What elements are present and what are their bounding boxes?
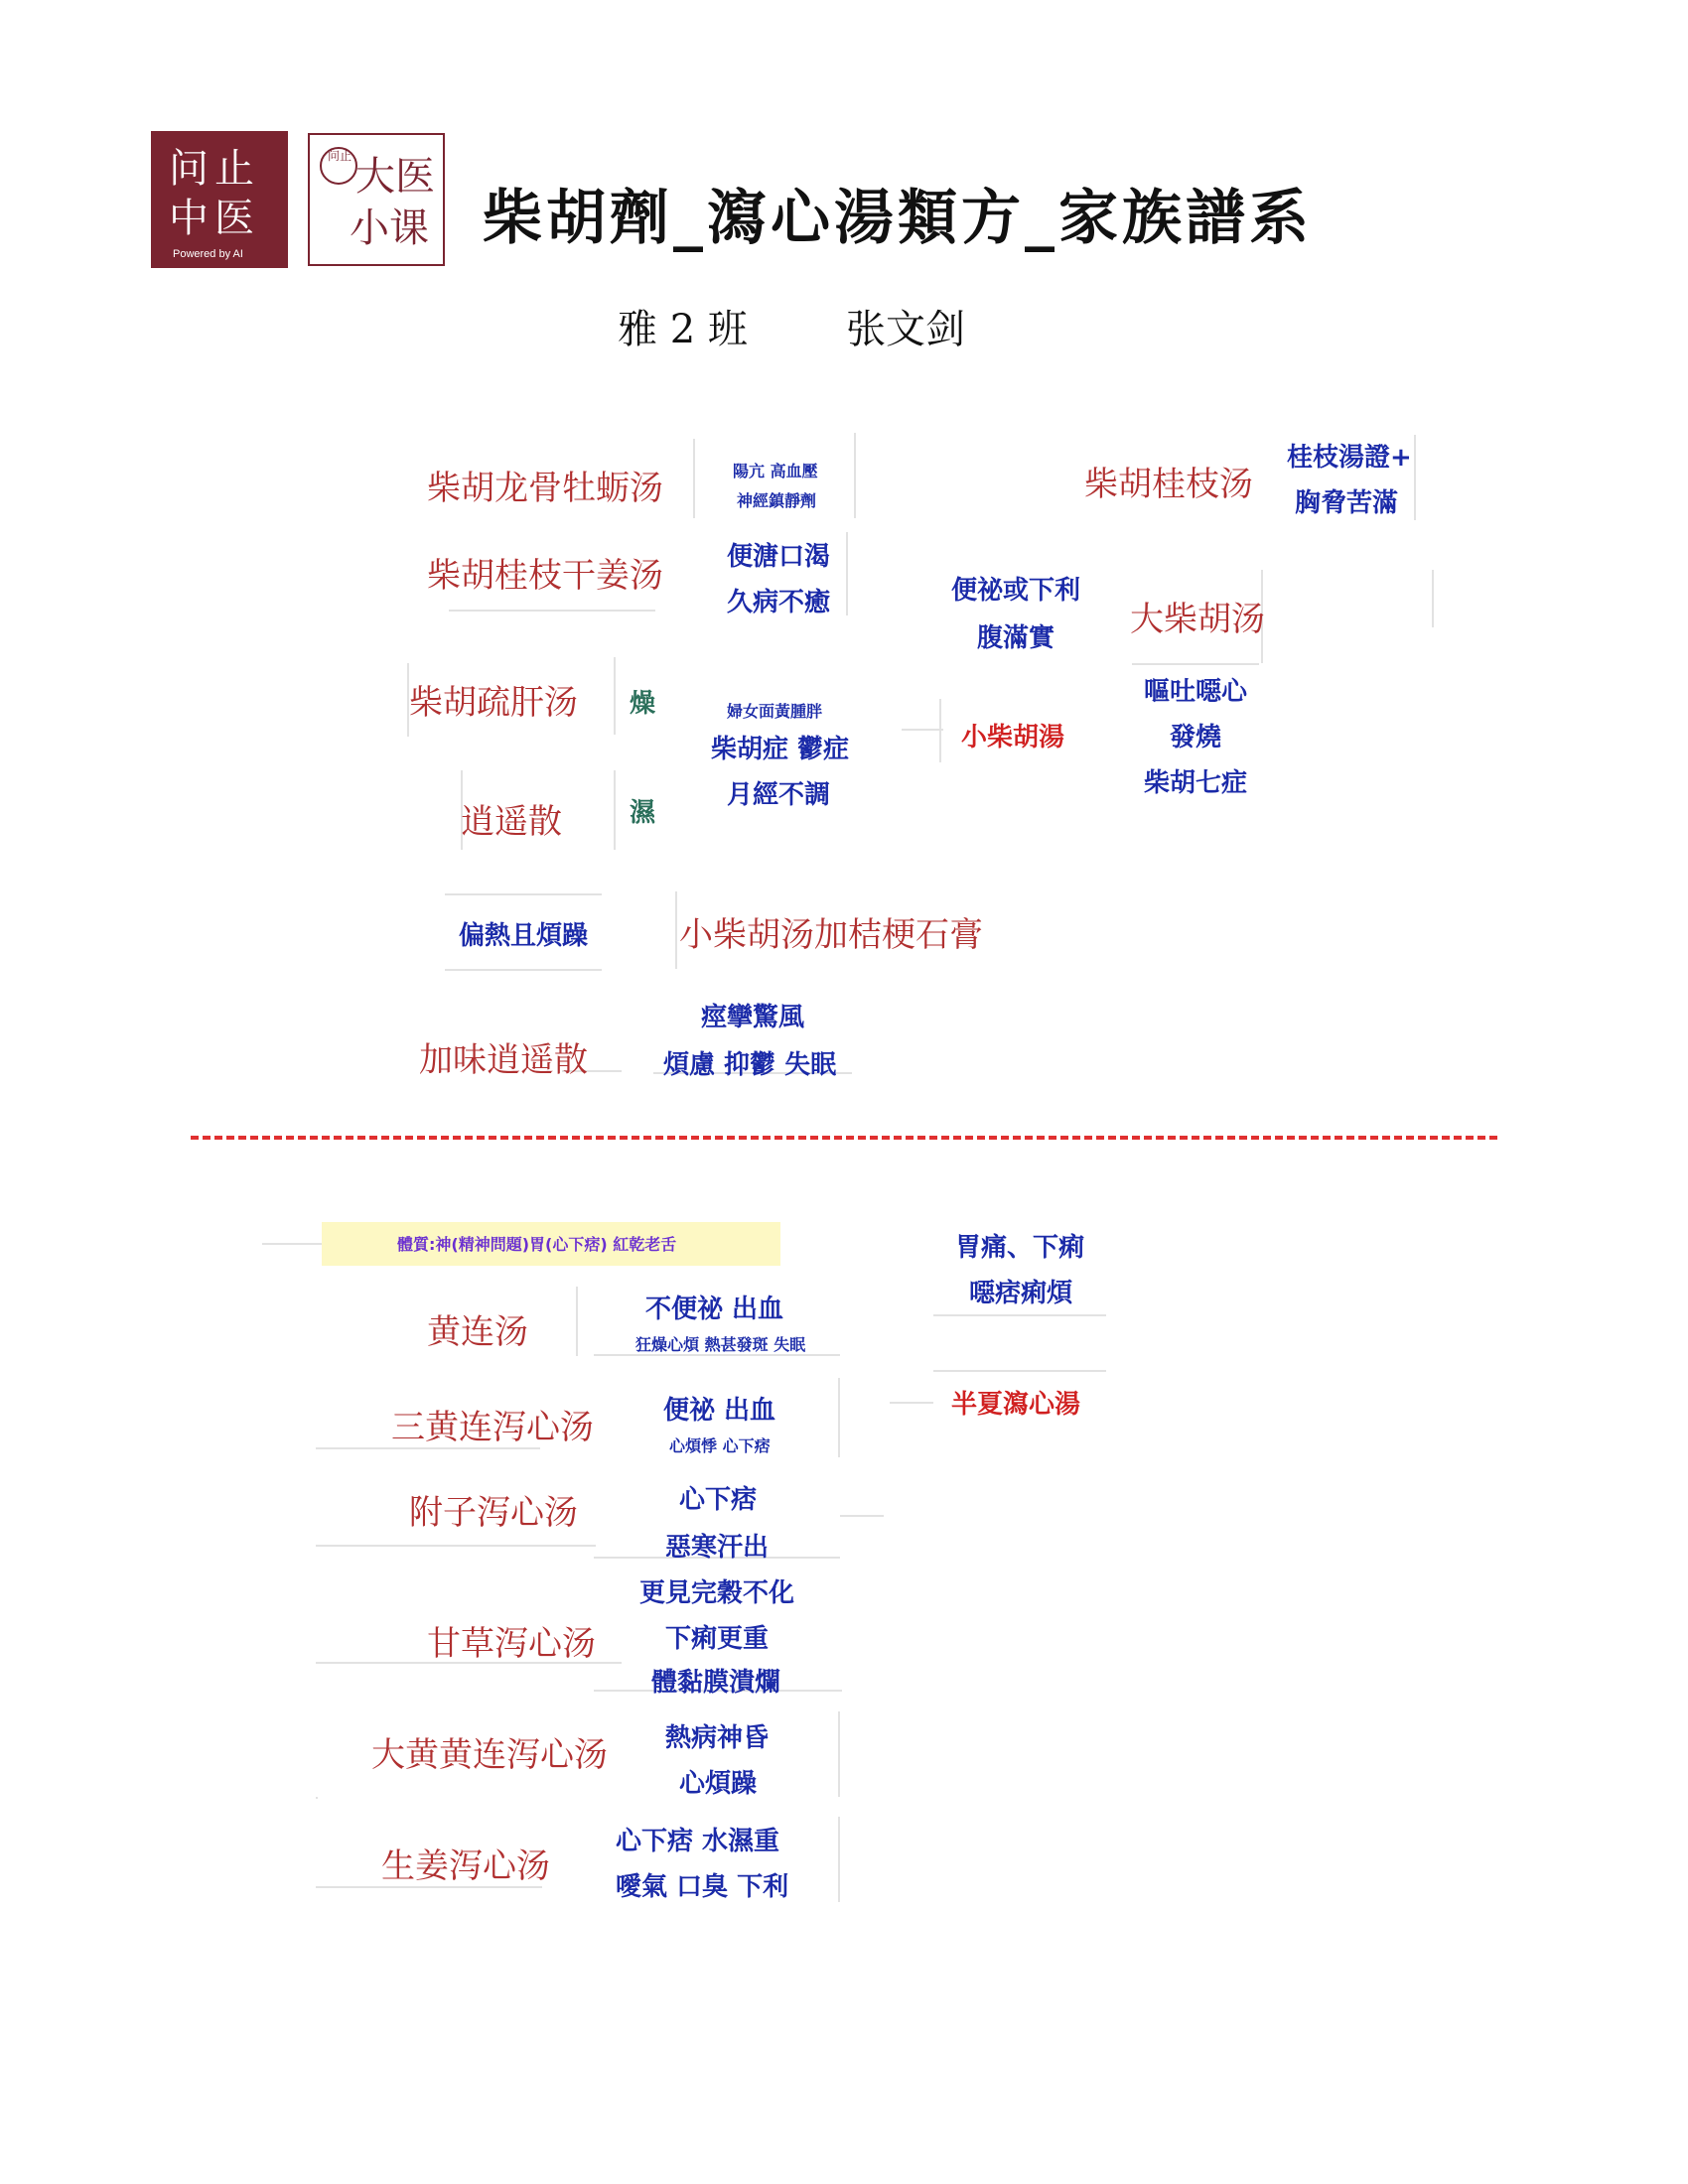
note-fashao: 發燒 [1170, 723, 1222, 752]
logo2-text-top: 大医 [355, 154, 435, 200]
formula-sanhuang-xiexin: 三黄连泻心汤 [391, 1408, 594, 1447]
divider-line [1132, 663, 1259, 665]
note-xiongxie: 胸脅苦滿 [1295, 488, 1399, 518]
tag-zao: 燥 [630, 689, 656, 719]
note-bianmi-chuxue: 便祕 出血 [663, 1396, 776, 1426]
divider-line [854, 433, 856, 518]
note-sedative: 神經鎮靜劑 [737, 491, 817, 510]
divider-line [840, 1515, 884, 1517]
formula-banxia-xiexin: 半夏瀉心湯 [951, 1390, 1081, 1420]
note-yangkang: 陽亢 高血壓 [733, 462, 818, 480]
note-bianmi-xiali: 便祕或下利 [951, 576, 1081, 606]
divider-line [838, 1817, 840, 1902]
divider-line [846, 532, 848, 615]
note-outu: 嘔吐噁心 [1144, 677, 1248, 707]
divider-line [465, 610, 655, 612]
note-nianmo: 體黏膜潰爛 [651, 1668, 781, 1698]
note-shuishi: 心下痞 水濕重 [616, 1827, 780, 1856]
formula-chaihu-guizhi: 柴胡桂枝汤 [1084, 465, 1253, 504]
divider-line [838, 1378, 840, 1457]
note-weitong: 胃痛、下痢 [955, 1233, 1085, 1263]
formula-da-chaihu: 大柴胡汤 [1130, 600, 1265, 639]
divider-line [316, 1545, 596, 1547]
formula-xiaoyao-san: 逍遥散 [461, 802, 562, 842]
note-epi: 噁痞痢煩 [969, 1279, 1073, 1308]
divider-line [902, 729, 943, 731]
note-aiqi: 噯氣 口臭 下利 [616, 1872, 789, 1902]
note-rebing: 熱病神昏 [665, 1723, 770, 1753]
note-guizhi-zheng: 桂枝湯證+ [1287, 443, 1412, 473]
formula-xiaochaihu-jiegeng-shigao: 小柴胡汤加桔梗石膏 [679, 915, 983, 955]
note-bubianmi: 不便祕 出血 [645, 1295, 784, 1324]
formula-gancao-xiexin: 甘草泻心汤 [427, 1624, 596, 1664]
note-xinfanzao: 心煩躁 [679, 1769, 758, 1799]
formula-dahuang-huanglian-xiexin: 大黄黄连泻心汤 [371, 1735, 608, 1775]
divider-line [890, 1402, 933, 1404]
divider-line [933, 1370, 1106, 1372]
formula-huanglian-tang: 黄连汤 [427, 1312, 528, 1352]
wenzhi-logo [151, 131, 288, 268]
note-kuangzao: 狂燥心煩 熱甚發斑 失眠 [635, 1335, 806, 1354]
note-jiubing: 久病不癒 [727, 588, 831, 617]
divider-line [262, 1243, 324, 1245]
note-chaihuzheng: 柴胡症 鬱症 [711, 735, 850, 764]
class-label: 雅 2 班 [618, 307, 748, 352]
formula-chaihu-longgu-muli: 柴胡龙骨牡蛎汤 [427, 469, 663, 508]
formula-shengjiang-xiexin: 生姜泻心汤 [381, 1846, 550, 1886]
note-xinfanji: 心煩悸 心下痞 [669, 1436, 771, 1455]
page-title: 柴胡劑_瀉心湯類方_家族譜系 [483, 184, 1313, 253]
formula-xiao-chaihu-tang: 小柴胡湯 [961, 723, 1065, 752]
divider-line [675, 891, 677, 969]
note-fuman: 腹滿實 [977, 623, 1055, 653]
note-wangu: 更見完穀不化 [639, 1578, 795, 1608]
formula-jiawei-xiaoyao: 加味逍遥散 [419, 1040, 588, 1080]
formula-fuzi-xiexin: 附子泻心汤 [409, 1493, 578, 1533]
constitution-band [322, 1222, 780, 1266]
divider-line [1414, 435, 1416, 520]
note-xiali-gengzhong: 下痢更重 [665, 1624, 770, 1654]
formula-chaihu-guizhi-ganjiang: 柴胡桂枝干姜汤 [427, 556, 663, 596]
tag-shi: 濕 [630, 798, 656, 828]
divider-line [445, 969, 602, 971]
note-yuejing: 月經不調 [727, 780, 831, 810]
note-pianre: 偏熱且煩躁 [459, 921, 589, 951]
divider-line [445, 893, 602, 895]
formula-chaihu-shugan: 柴胡疏肝汤 [409, 683, 578, 723]
logo-ring-text: 问止 [327, 149, 352, 163]
note-jingluan: 痙攣驚風 [701, 1003, 805, 1032]
note-ehan: 惡寒汗出 [665, 1533, 770, 1563]
logo2-text-bottom: 小课 [350, 205, 429, 251]
divider-line [614, 657, 616, 735]
note-chaihu-seven: 柴胡七症 [1144, 768, 1248, 798]
dayi-xiaoke-logo [308, 133, 445, 266]
divider-line [576, 1287, 578, 1356]
divider-line [838, 1711, 840, 1797]
divider-line [614, 770, 616, 850]
note-xinxiapi: 心下痞 [679, 1485, 758, 1515]
note-fanlv: 煩慮 抑鬱 失眠 [663, 1050, 837, 1080]
section-separator [191, 1136, 1497, 1140]
logo-text-bottom: 中医 [169, 196, 260, 241]
divider-line [1432, 570, 1434, 627]
divider-line [933, 1314, 1106, 1316]
logo-text-top: 问止 [169, 146, 260, 192]
constitution-text: 體質:神(精神問題)胃(心下痞) 紅乾老舌 [397, 1235, 677, 1254]
note-funu: 婦女面黃腫胖 [727, 702, 823, 721]
logo-tagline: Powered by AI [173, 248, 243, 260]
divider-line [939, 699, 941, 762]
divider-line [693, 439, 695, 518]
divider-line [316, 1797, 318, 1799]
author-name: 张文剑 [846, 307, 965, 352]
note-biantang-kouke: 便溏口渴 [727, 542, 831, 572]
